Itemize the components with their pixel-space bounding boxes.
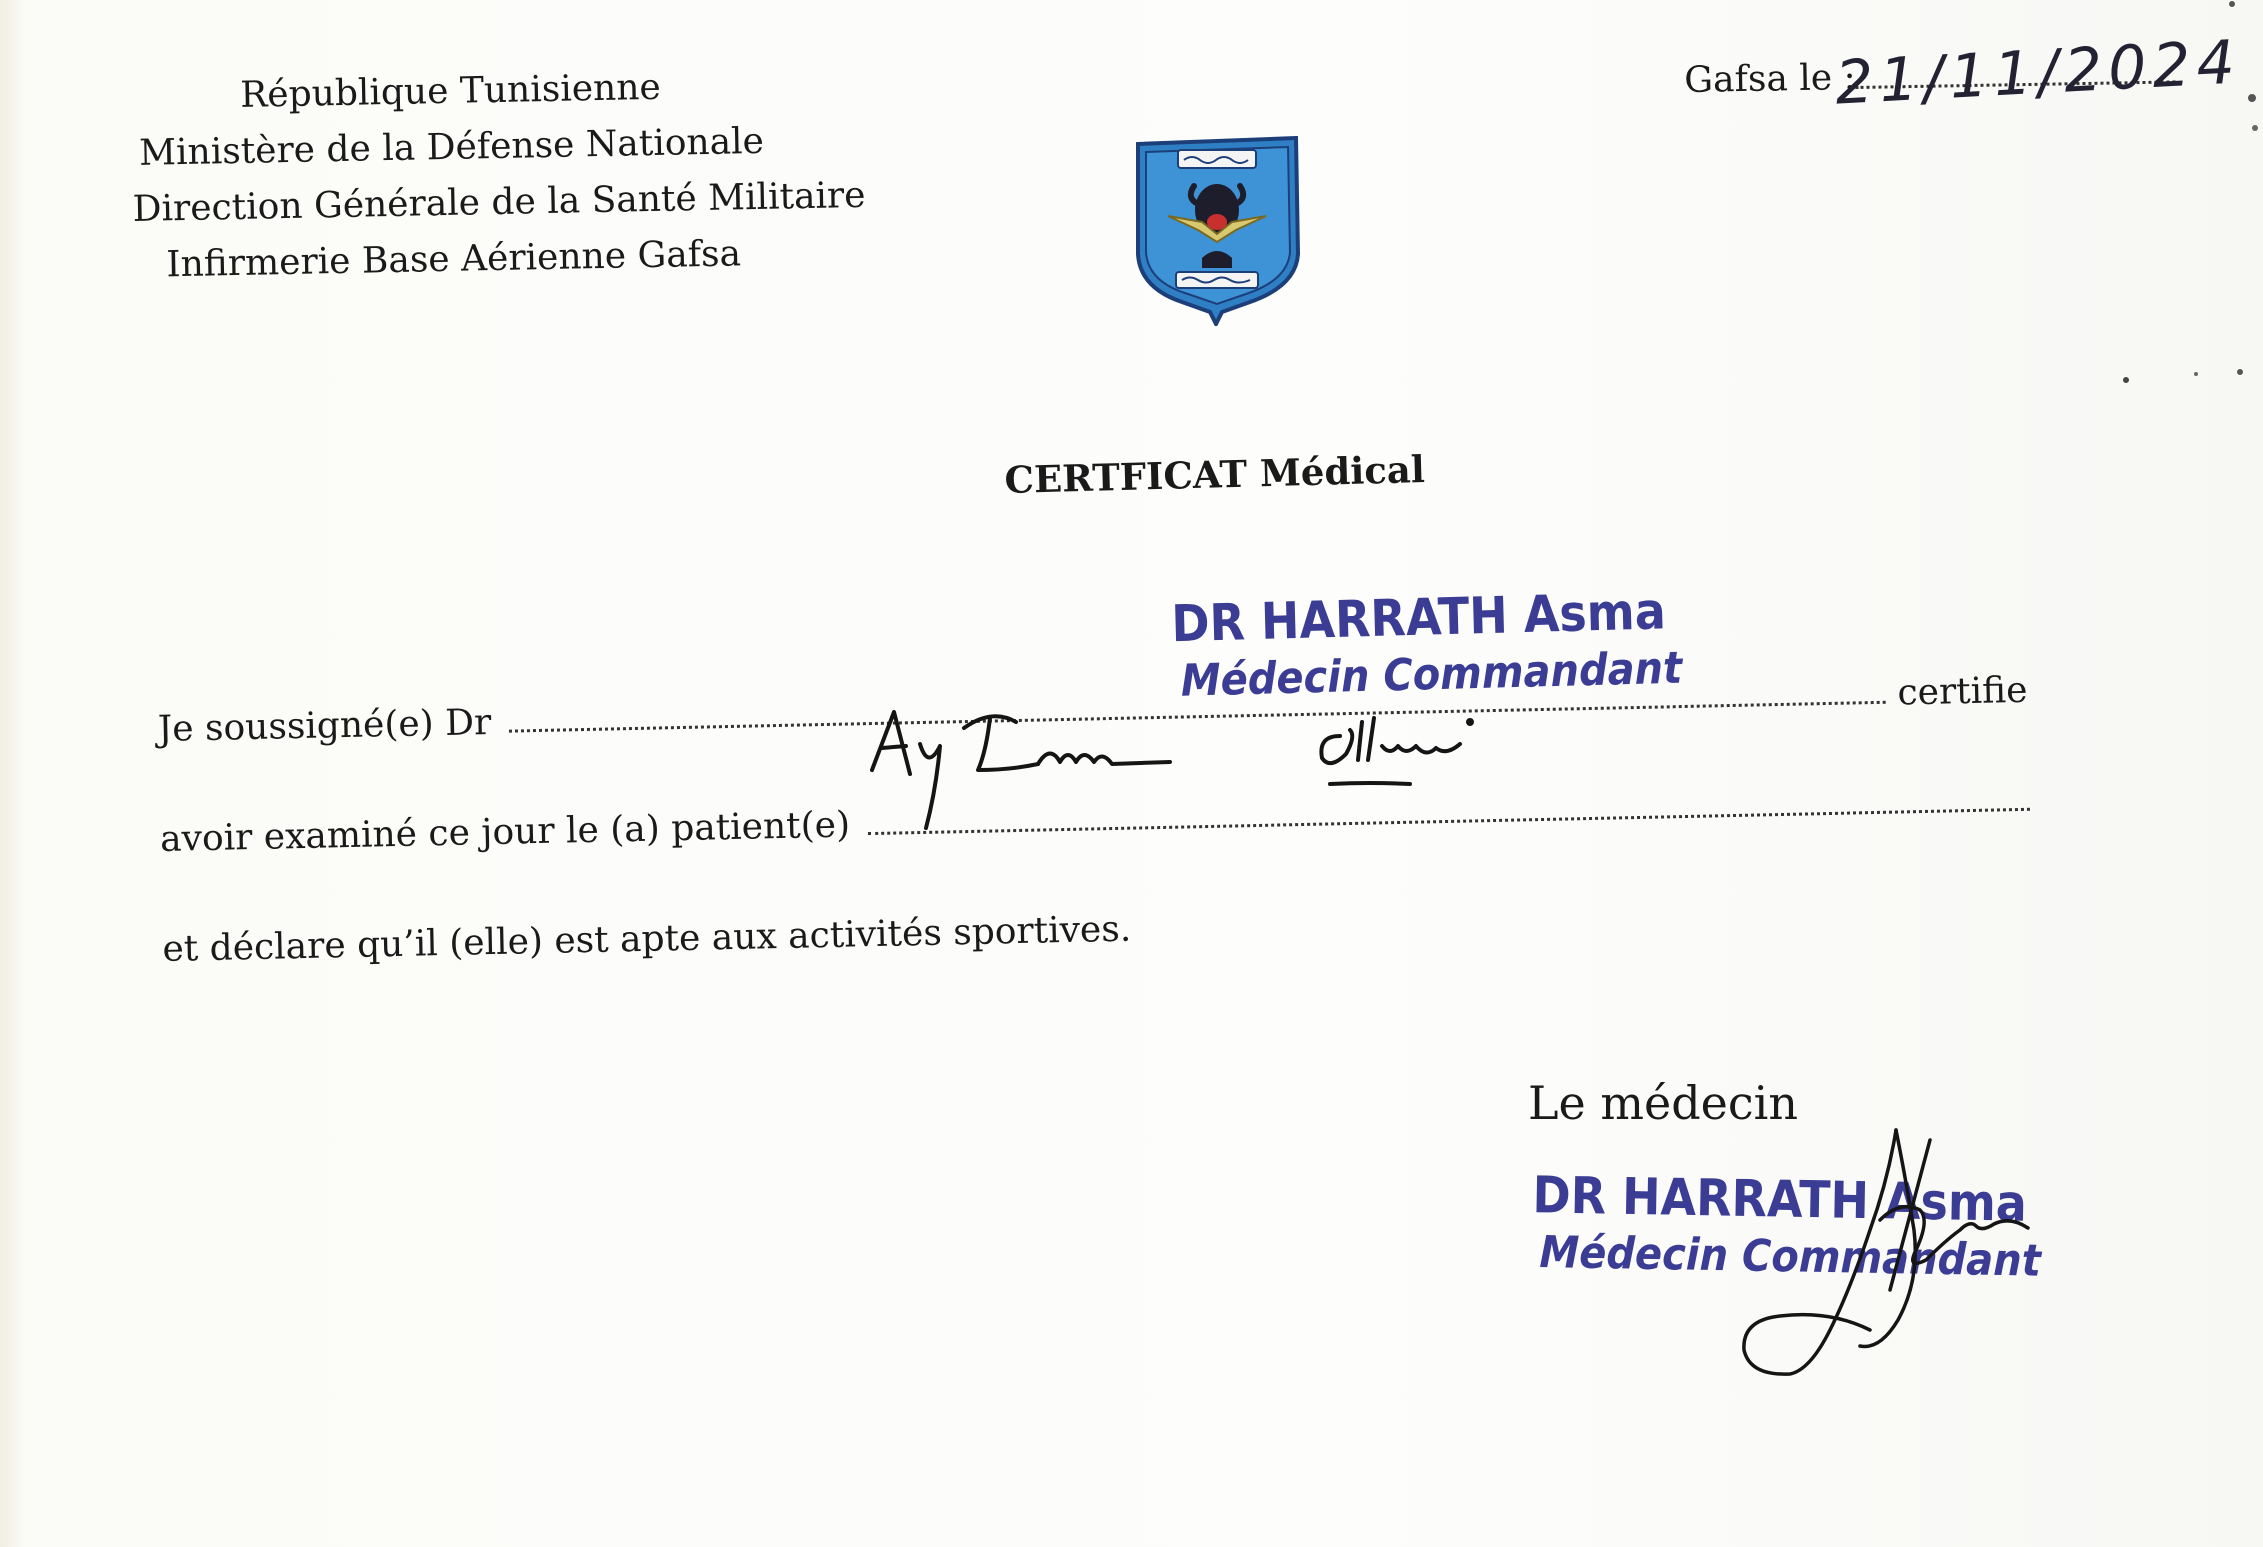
header-republic: République Tunisienne	[239, 66, 662, 116]
header-ministry: Ministère de la Défense Nationale	[138, 120, 765, 174]
header-infirmary: Infirmerie Base Aérienne Gafsa	[166, 233, 742, 286]
header-direction: Direction Générale de la Santé Militaire	[132, 174, 866, 230]
stamp-doctor-rank: Médecin Commandant	[1180, 643, 1683, 707]
stamp-doctor-name: DR HARRATH Asma	[1531, 1164, 2028, 1233]
aptitude-statement: et déclare qu’il (elle) est apte aux activités sportives.	[162, 908, 1132, 970]
date-label: Gafsa le :	[1684, 57, 1857, 101]
patient-line-label: avoir examiné ce jour le (a) patient(e)	[159, 804, 851, 860]
doctor-signature	[1720, 1120, 2080, 1390]
patient-name-handwriting	[870, 700, 1620, 850]
date-handwritten: 21/11/2024	[1833, 27, 2243, 119]
stamp-doctor-rank: Médecin Commandant	[1539, 1227, 2042, 1287]
air-base-emblem-icon	[1132, 136, 1302, 326]
stamp-doctor-name: DR HARRATH Asma	[1170, 581, 1667, 654]
signature-label: Le médecin	[1528, 1076, 1799, 1130]
doctor-line-label: Je soussigné(e) Dr	[157, 702, 492, 750]
certificate-title: CERTFICAT Médical	[1004, 446, 1426, 502]
ministry-header	[130, 58, 866, 294]
certify-label: certifie	[1897, 669, 2028, 714]
doctor-stamp-top	[1170, 581, 1683, 707]
